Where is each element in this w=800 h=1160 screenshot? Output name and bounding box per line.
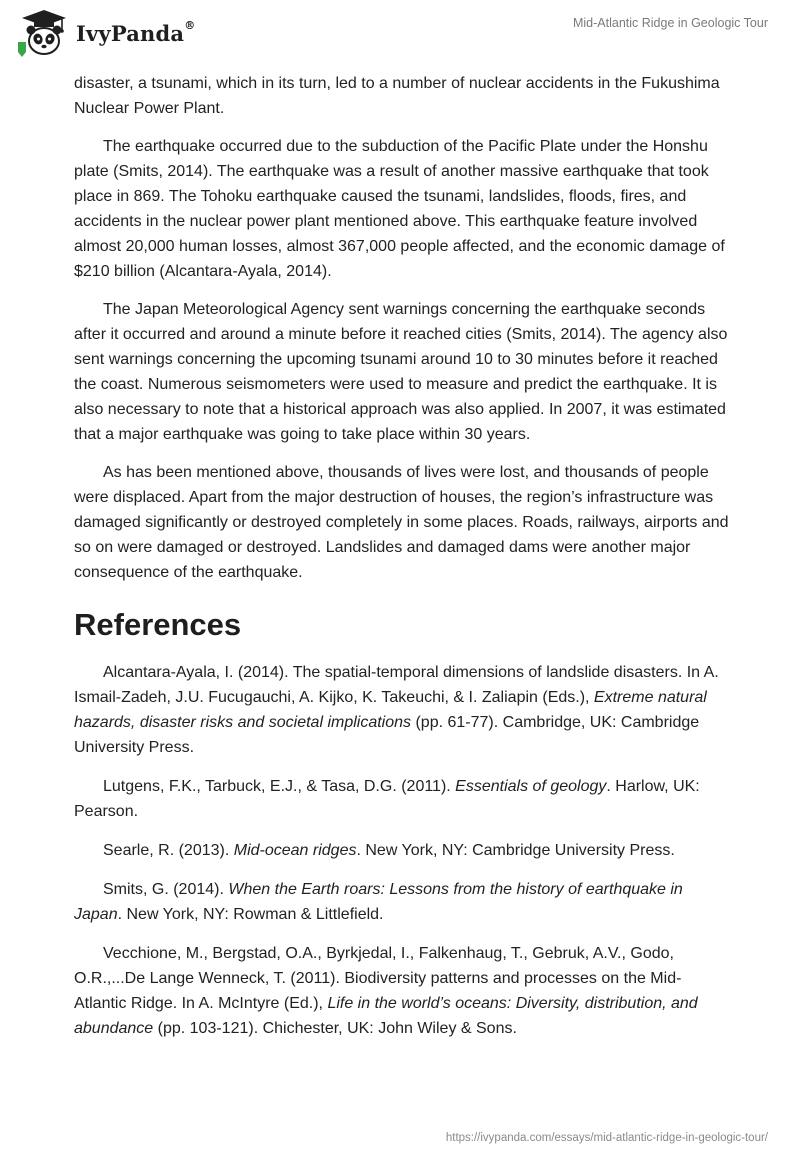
body-paragraph: The Japan Meteorological Agency sent warnings concerning the earthquake seconds after it occurred and around a minute before it reached cities (Smits, 2014). The agency also sent warnings concerning the upcoming tsunami around 10 to 30 minutes before it reached the coast. Numerous seismometers were used to measure and predict the earthquake. It is also necessary to note that a historical approach was also applied. In 2007, it was estimated that a major earthquake was going to take place within 30 years.	[74, 301, 728, 443]
reference-title: Essentials of geology	[455, 778, 607, 795]
reference-title: Life in the world’s oceans: Diversity, distribution, and abundance	[74, 995, 698, 1037]
body-paragraph: disaster, a tsunami, which in its turn, led to a number of nuclear accidents in the Fukushima Nuclear Power Plant.	[74, 75, 720, 117]
essay-body	[74, 71, 730, 1055]
document-title: Mid-Atlantic Ridge in Geologic Tour	[572, 16, 768, 30]
reference-entry: Searle, R. (2013). Mid-ocean ridges. New York, NY: Cambridge University Press.	[103, 842, 675, 859]
logo-wordmark: IvyPanda®	[76, 19, 196, 46]
body-paragraph: The earthquake occurred due to the subduction of the Pacific Plate under the Honshu plate (Smits, 2014). The earthquake was a result of another massive earthquake that took place in 869. The Tohoku earthquake caused the tsunami, landslides, floods, fires, and accidents in the nuclear power plant mentioned above. This earthquake feature involved almost 20,000 human losses, almost 367,000 people affected, and the economic damage of $210 billion (Alcantara-Ayala, 2014).	[74, 138, 725, 280]
reference-title: When the Earth roars: Lessons from the history of earthquake in Japan	[74, 881, 683, 923]
reference-title: Extreme natural hazards, disaster risks and societal implications	[74, 689, 707, 731]
reference-entry: Alcantara-Ayala, I. (2014). The spatial-temporal dimensions of landslide disasters. In A. Ismail-Zadeh, J.U. Fucugauchi, A. Kijko, K. Takeuchi, & I. Zaliapin (Eds.), Extreme natural hazards, disaster risks and societal implications (pp. 61-77). Cambridge, UK: Cambridge University Press.	[74, 664, 719, 756]
reference-title: Mid-ocean ridges	[233, 842, 357, 859]
reference-entry: Lutgens, F.K., Tarbuck, E.J., & Tasa, D.G. (2011). Essentials of geology. Harlow, UK: Pearson.	[74, 778, 700, 820]
panda-graduate-icon	[14, 8, 72, 58]
page-header	[0, 0, 800, 70]
ivypanda-logo[interactable]	[14, 8, 204, 58]
source-url[interactable]: https://ivypanda.com/essays/mid-atlantic-ridge-in-geologic-tour/	[445, 1132, 768, 1144]
reference-entry: Vecchione, M., Bergstad, O.A., Byrkjedal, I., Falkenhaug, T., Gebruk, A.V., Godo, O.R.,...De Lange Wenneck, T. (2011). Biodiversity patterns and processes on the Mid-Atlantic Ridge. In A. McIntyre (Ed.), Life in the world’s oceans: Diversity, distribution, and abundance (pp. 103-121). Chichester, UK: John Wiley & Sons.	[74, 945, 698, 1037]
reference-entry: Smits, G. (2014). When the Earth roars: Lessons from the history of earthquake in Japan. New York, NY: Rowman & Littlefield.	[74, 881, 683, 923]
references-heading: References	[74, 607, 242, 642]
body-paragraph: As has been mentioned above, thousands of lives were lost, and thousands of people were displaced. Apart from the major destruction of houses, the region’s infrastructure was damaged significantly or destroyed completely in some places. Roads, railways, airports and so on were damaged or destroyed. Landslides and damaged dams were another major consequence of the earthquake.	[74, 464, 729, 581]
